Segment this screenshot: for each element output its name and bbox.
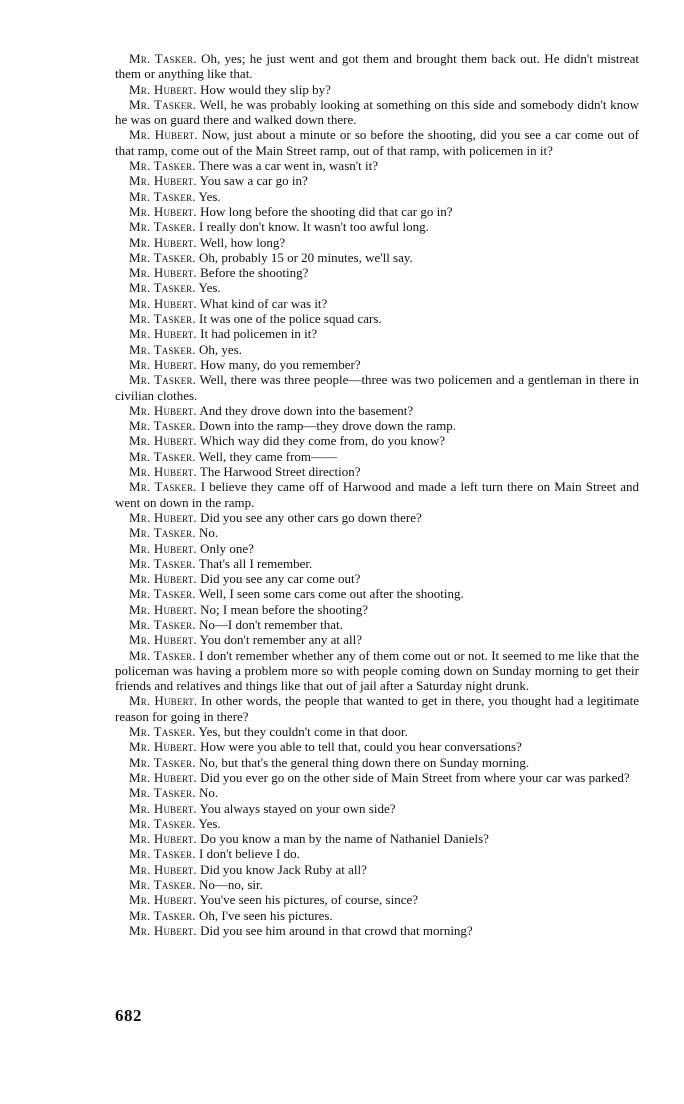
speaker-name: Mr. Hubert.	[129, 540, 197, 556]
speaker-name: Mr. Hubert.	[129, 127, 198, 143]
testimony-paragraph	[115, 693, 639, 724]
testimony-paragraph	[115, 923, 639, 938]
testimony-paragraph	[115, 586, 639, 601]
speech-text: Yes, but they couldn't come in that door.	[198, 724, 408, 740]
testimony-paragraph	[115, 82, 639, 97]
speech-text: Well, he was probably looking at something on this side and somebody didn't know he was on guard there and walked down there.	[115, 96, 639, 128]
speaker-name: Mr. Tasker.	[129, 525, 196, 541]
speech-text: No; I mean before the shooting?	[200, 601, 368, 617]
speech-text: No—no, sir.	[198, 877, 263, 893]
speech-text: Did you see him around in that crowd that morning?	[200, 922, 473, 938]
speech-text: I don't believe I do.	[198, 846, 300, 862]
speech-text: Oh, I've seen his pictures.	[198, 907, 333, 923]
speaker-name: Mr. Hubert.	[129, 402, 197, 418]
speaker-name: Mr. Hubert.	[129, 892, 197, 908]
testimony-paragraph	[115, 908, 639, 923]
speaker-name: Mr. Hubert.	[129, 81, 197, 97]
speaker-name: Mr. Hubert.	[129, 861, 197, 877]
speaker-name: Mr. Hubert.	[129, 509, 197, 525]
speech-text: Well, there was three people—three was two policemen and a gentleman in there in civilian clothes.	[115, 372, 639, 403]
testimony-paragraph	[115, 189, 639, 204]
testimony-paragraph	[115, 510, 639, 525]
testimony-paragraph	[115, 770, 639, 785]
speaker-name: Mr. Hubert.	[129, 769, 197, 785]
speaker-name: Mr. Tasker.	[129, 249, 196, 265]
speech-text: No—I don't remember that.	[198, 616, 343, 632]
testimony-paragraph	[115, 127, 639, 158]
testimony-paragraph	[115, 357, 639, 372]
testimony-paragraph	[115, 632, 639, 647]
speaker-name: Mr. Tasker.	[129, 311, 196, 327]
testimony-paragraph	[115, 602, 639, 617]
testimony-paragraph	[115, 877, 639, 892]
speaker-name: Mr. Tasker.	[129, 341, 196, 357]
testimony-paragraph	[115, 403, 639, 418]
testimony-paragraph	[115, 464, 639, 479]
speech-text: Did you ever go on the other side of Main Street from where your car was parked?	[200, 769, 630, 785]
speech-text: I don't remember whether any of them come out or not. It seemed to me like that the policeman was having a problem more so with people coming down on Sunday morning to get their friends and relatives and things like that out of jail after a Saturday night drunk.	[115, 647, 639, 694]
testimony-paragraph	[115, 556, 639, 571]
speaker-name: Mr. Tasker.	[129, 815, 196, 831]
speaker-name: Mr. Hubert.	[129, 433, 197, 449]
testimony-paragraph	[115, 525, 639, 540]
speaker-name: Mr. Tasker.	[129, 96, 197, 112]
speaker-name: Mr. Tasker.	[129, 785, 196, 801]
speaker-name: Mr. Hubert.	[129, 922, 197, 938]
testimony-paragraph	[115, 265, 639, 280]
speaker-name: Mr. Hubert.	[129, 295, 197, 311]
speaker-name: Mr. Hubert.	[129, 203, 197, 219]
testimony-paragraph	[115, 648, 639, 694]
speech-text: Before the shooting?	[200, 265, 309, 281]
testimony-paragraph	[115, 862, 639, 877]
speech-text: You saw a car go in?	[199, 173, 308, 189]
speaker-name: Mr. Tasker.	[129, 724, 196, 740]
speaker-name: Mr. Hubert.	[129, 571, 197, 587]
speech-text: Did you see any car come out?	[200, 571, 361, 587]
speech-text: How long before the shooting did that car go in?	[200, 203, 453, 219]
speaker-name: Mr. Tasker.	[129, 555, 196, 571]
speech-text: Now, just about a minute or so before the shooting, did you see a car come out of that ramp, come out of the Main Street ramp, out of that ramp, with policemen in it?	[115, 127, 640, 158]
testimony-paragraph	[115, 51, 639, 82]
testimony-paragraph	[115, 250, 639, 265]
testimony-paragraph	[115, 755, 639, 770]
testimony-paragraph	[115, 816, 639, 831]
testimony-paragraph	[115, 296, 639, 311]
speech-text: No, but that's the general thing down there on Sunday morning.	[198, 754, 530, 770]
speech-text: And they drove down into the basement?	[199, 402, 414, 418]
speaker-name: Mr. Tasker.	[129, 280, 196, 296]
speaker-name: Mr. Hubert.	[129, 464, 197, 480]
speaker-name: Mr. Hubert.	[129, 632, 197, 648]
speaker-name: Mr. Hubert.	[129, 265, 197, 281]
testimony-paragraph	[115, 785, 639, 800]
speech-text: Well, I seen some cars come out after the shooting.	[198, 586, 464, 602]
speech-text: Only one?	[200, 540, 254, 556]
testimony-paragraph	[115, 801, 639, 816]
speaker-name: Mr. Hubert.	[129, 601, 197, 617]
testimony-paragraph	[115, 739, 639, 754]
testimony-paragraph	[115, 280, 639, 295]
testimony-body	[115, 51, 639, 938]
speaker-name: Mr. Hubert.	[129, 800, 197, 816]
speech-text: Oh, yes; he just went and got them and brought them back out. He didn't mistreat them or anything like that.	[115, 51, 640, 82]
document-page	[115, 51, 639, 938]
speech-text: How would they slip by?	[200, 81, 331, 97]
testimony-paragraph	[115, 97, 639, 128]
speaker-name: Mr. Tasker.	[129, 877, 196, 893]
speech-text: Oh, yes.	[198, 341, 242, 357]
testimony-paragraph	[115, 158, 639, 173]
testimony-paragraph	[115, 479, 639, 510]
speaker-name: Mr. Hubert.	[129, 356, 197, 372]
speech-text: Well, they came from——	[198, 448, 338, 464]
speech-text: Yes.	[198, 280, 221, 296]
speaker-name: Mr. Hubert.	[129, 234, 197, 250]
speaker-name: Mr. Hubert.	[129, 693, 198, 709]
speaker-name: Mr. Hubert.	[129, 831, 197, 847]
speaker-name: Mr. Hubert.	[129, 739, 197, 755]
speech-text: Did you know Jack Ruby at all?	[200, 861, 367, 877]
testimony-paragraph	[115, 173, 639, 188]
testimony-paragraph	[115, 326, 639, 341]
speaker-name: Mr. Tasker.	[129, 372, 197, 388]
speaker-name: Mr. Tasker.	[129, 616, 196, 632]
speech-text: How were you able to tell that, could you hear conversations?	[200, 739, 522, 755]
speech-text: No.	[198, 525, 219, 541]
testimony-paragraph	[115, 617, 639, 632]
testimony-paragraph	[115, 831, 639, 846]
speech-text: Well, how long?	[199, 234, 286, 250]
speaker-name: Mr. Hubert.	[129, 173, 197, 189]
testimony-paragraph	[115, 235, 639, 250]
speech-text: It was one of the police squad cars.	[198, 311, 382, 327]
speech-text: Down into the ramp—they drove down the ramp.	[198, 418, 457, 434]
speech-text: That's all I remember.	[198, 555, 313, 571]
testimony-paragraph	[115, 433, 639, 448]
speech-text: Did you see any other cars go down there?	[200, 509, 422, 525]
testimony-paragraph	[115, 449, 639, 464]
testimony-paragraph	[115, 541, 639, 556]
testimony-paragraph	[115, 342, 639, 357]
speech-text: There was a car went in, wasn't it?	[198, 158, 378, 174]
speech-text: What kind of car was it?	[199, 295, 328, 311]
speaker-name: Mr. Tasker.	[129, 158, 196, 174]
testimony-paragraph	[115, 846, 639, 861]
speech-text: No.	[198, 785, 219, 801]
speech-text: In other words, the people that wanted to get in there, you thought had a legitimate reason for going in there?	[115, 693, 639, 724]
speech-text: It had policemen in it?	[200, 326, 318, 342]
speaker-name: Mr. Tasker.	[129, 647, 196, 663]
speaker-name: Mr. Tasker.	[129, 219, 196, 235]
testimony-paragraph	[115, 418, 639, 433]
speech-text: I believe they came off of Harwood and made a left turn there on Main Street and went on down in the ramp.	[115, 479, 639, 510]
speech-text: Yes.	[198, 815, 221, 831]
speech-text: Do you know a man by the name of Nathaniel Daniels?	[200, 831, 489, 847]
speech-text: You've seen his pictures, of course, since?	[199, 892, 419, 908]
speech-text: The Harwood Street direction?	[199, 464, 361, 480]
speech-text: Which way did they come from, do you know?	[199, 433, 446, 449]
speaker-name: Mr. Tasker.	[129, 586, 196, 602]
testimony-paragraph	[115, 724, 639, 739]
speech-text: I really don't know. It wasn't too awful long.	[198, 219, 429, 235]
speech-text: Oh, probably 15 or 20 minutes, we'll say.	[198, 249, 413, 265]
speaker-name: Mr. Tasker.	[129, 907, 196, 923]
speech-text: You always stayed on your own side?	[199, 800, 396, 816]
testimony-paragraph	[115, 204, 639, 219]
speaker-name: Mr. Tasker.	[129, 479, 197, 495]
speech-text: You don't remember any at all?	[199, 632, 363, 648]
testimony-paragraph	[115, 571, 639, 586]
testimony-paragraph	[115, 892, 639, 907]
speech-text: How many, do you remember?	[200, 356, 361, 372]
page-number: 682	[115, 1006, 142, 1025]
speech-text: Yes.	[198, 188, 221, 204]
speaker-name: Mr. Tasker.	[129, 846, 196, 862]
testimony-paragraph	[115, 372, 639, 403]
speaker-name: Mr. Tasker.	[129, 418, 196, 434]
speaker-name: Mr. Tasker.	[129, 754, 196, 770]
testimony-paragraph	[115, 311, 639, 326]
speaker-name: Mr. Tasker.	[129, 448, 196, 464]
speaker-name: Mr. Tasker.	[129, 51, 197, 66]
speaker-name: Mr. Hubert.	[129, 326, 197, 342]
testimony-paragraph	[115, 219, 639, 234]
speaker-name: Mr. Tasker.	[129, 188, 196, 204]
